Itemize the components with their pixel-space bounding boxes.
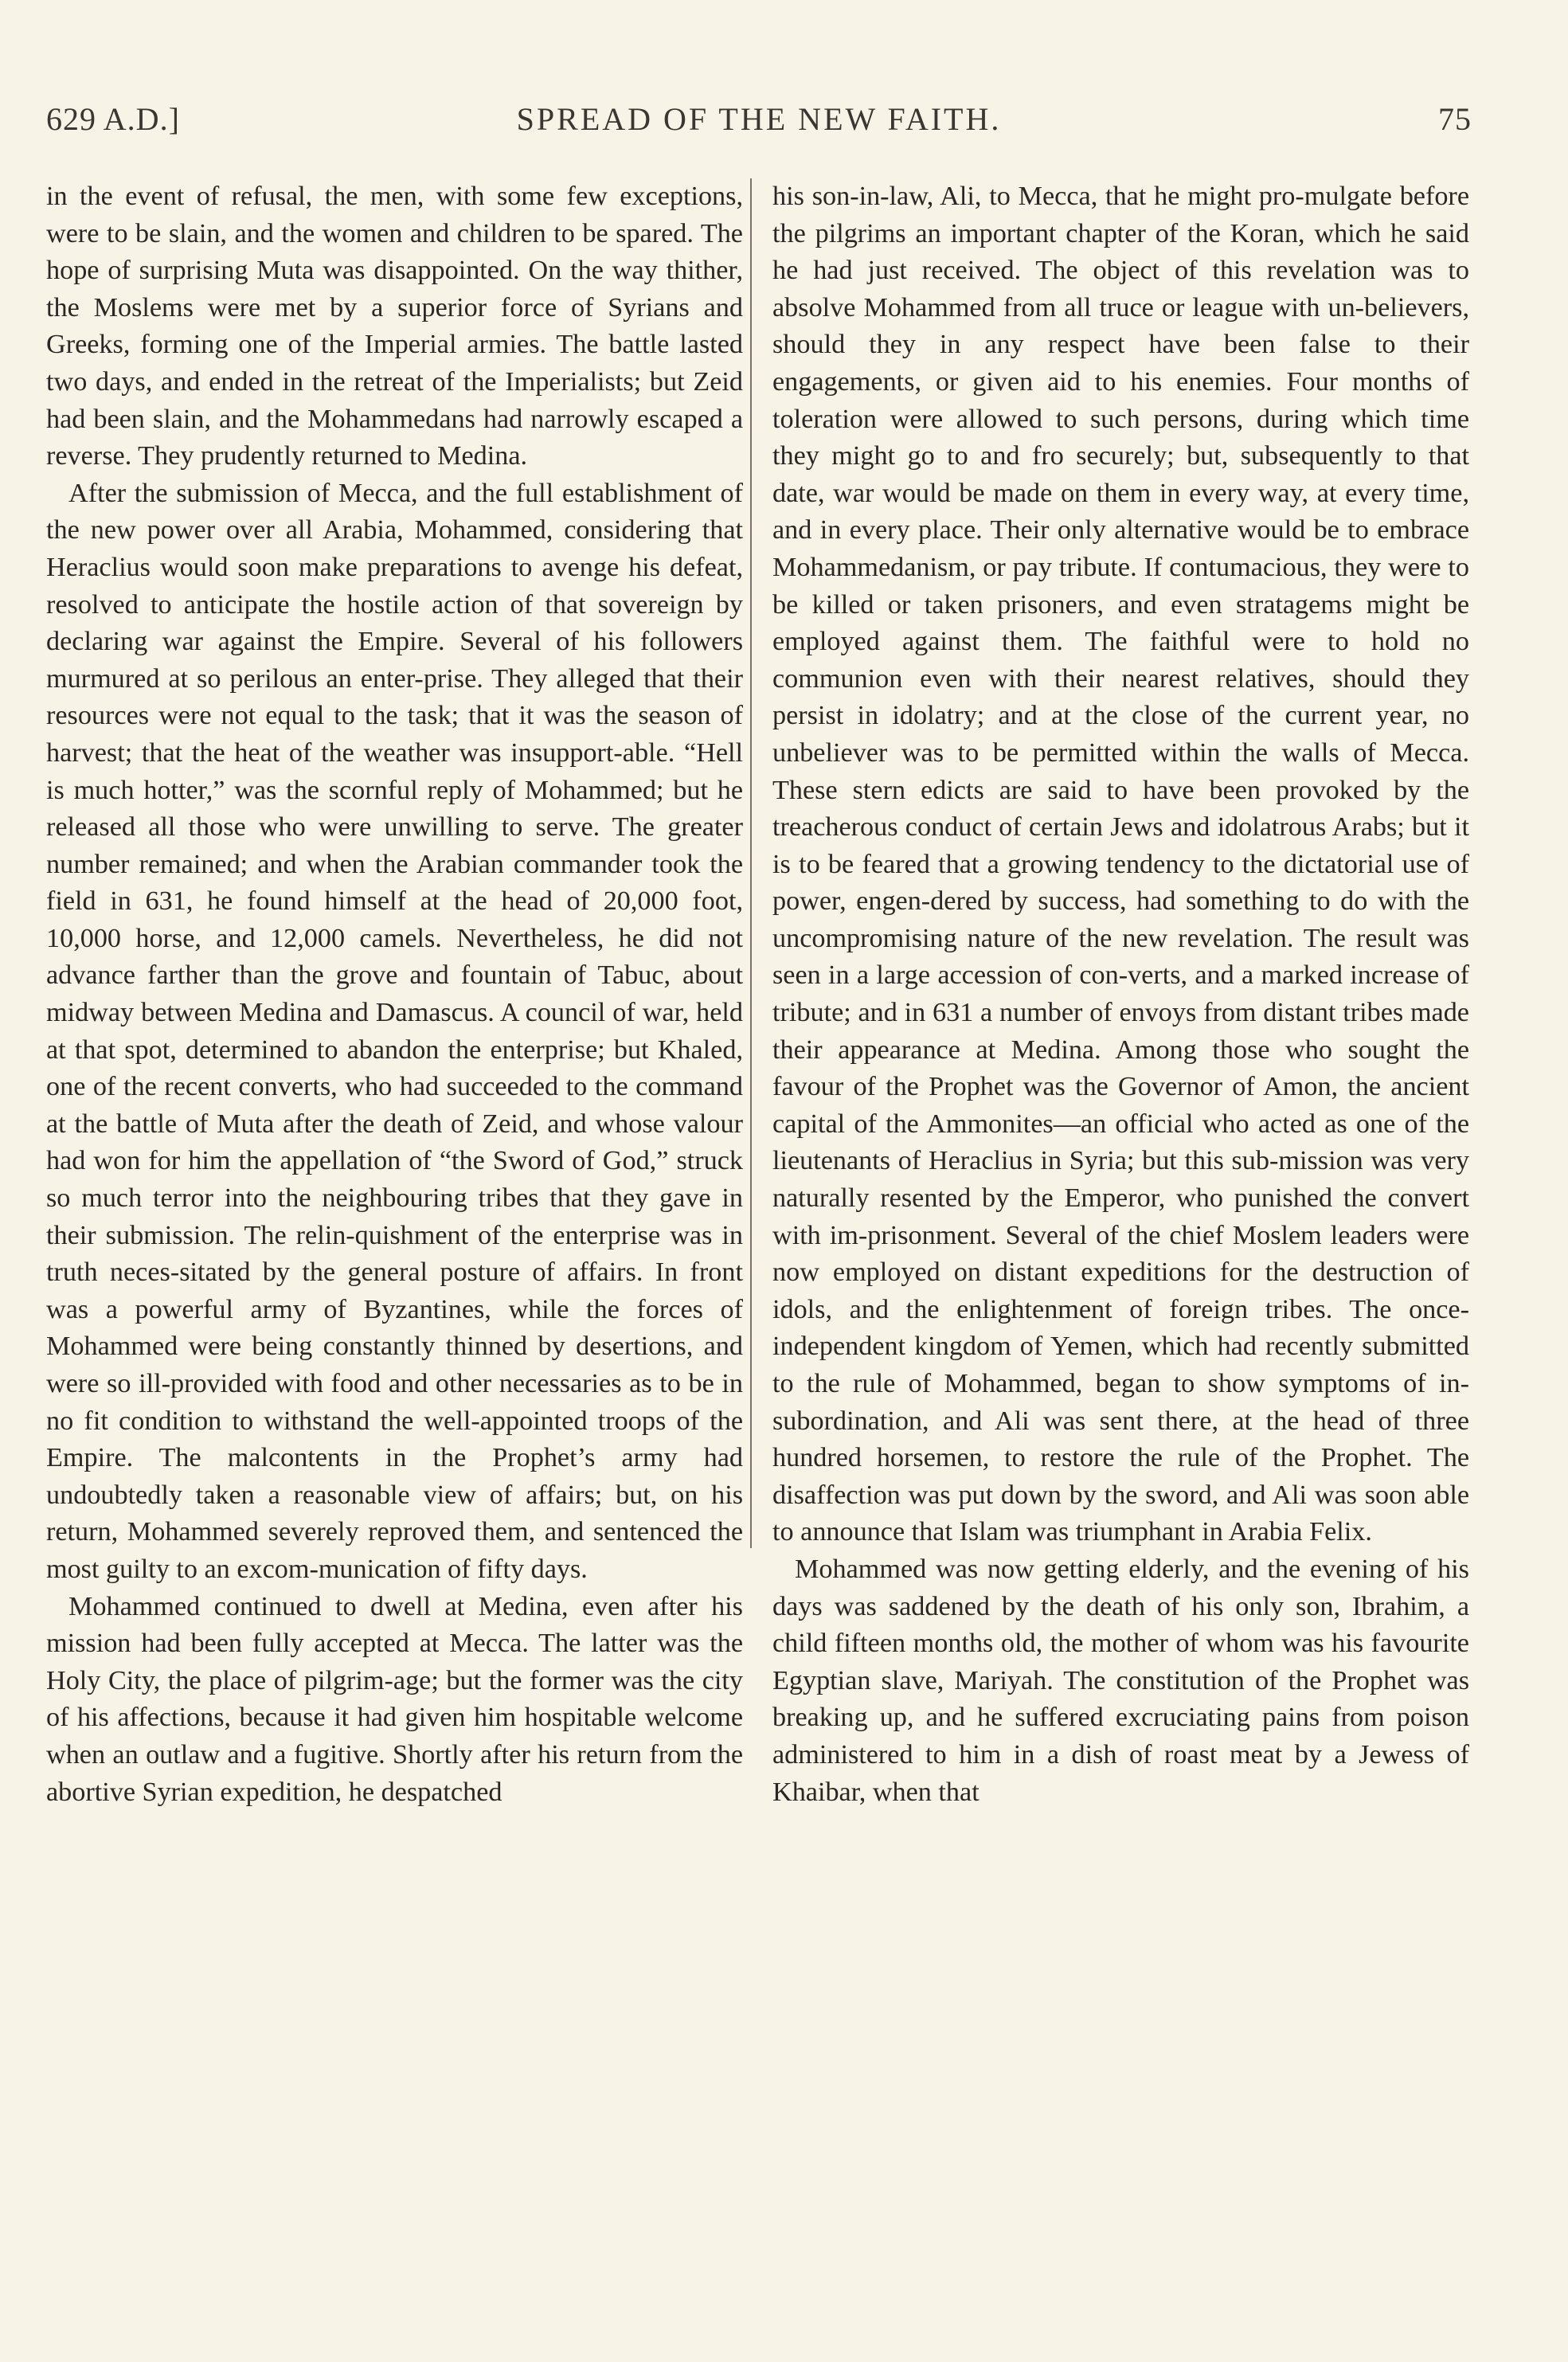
header-title: SPREAD OF THE NEW FAITH. [516,101,1002,137]
right-column [772,178,1469,2329]
paragraph: Mohammed continued to dwell at Medina, even after his mission had been fully accepted at Mecca. The latter was the Holy City, the place of pilgrim-age; but the former was the city of his affections, because it had given him hospitable welcome when an outlaw and a fugitive. Shortly after his return from the abortive Syrian expedition, he despatched [46,1591,743,1807]
running-header [46,100,1472,156]
header-date: 629 A.D.] [46,101,180,137]
paragraph: his son-in-law, Ali, to Mecca, that he might pro-mulgate before the pilgrims an important chapter of the Koran, which he said he had just received. The object of this revelation was to absolve Mohammed from all truce or league with un-believers, should they in any respect have been false to their engagements, or given aid to his enemies. Four months of toleration were allowed to such persons, during which time they might go to and fro securely; but, subsequently to that date, war would be made on them in every way, at every time, and in every place. Their only alternative would be to embrace Mohammedanism, or pay tribute. If contumacious, they were to be killed or taken prisoners, and even stratagems might be employed against them. The faithful were to hold no communion even with their nearest relatives, should they persist in idolatry; and at the close of the current year, no unbeliever was to be permitted within the walls of Mecca. These stern edicts are said to have been provoked by the treacherous conduct of certain Jews and idolatrous Arabs; but it is to be feared that a growing tendency to the dictatorial use of power, engen-dered by success, had something to do with the uncompromising nature of the new revelation. The result was seen in a large accession of con-verts, and a marked increase of tribute; and in 631 a number of envoys from distant tribes made their appearance at Medina. Among those who sought the favour of the Prophet was the Governor of Amon, the ancient capital of the Ammonites—an official who acted as one of the lieutenants of Heraclius in Syria; but this sub-mission was very naturally resented by the Emperor, who punished the convert with im-prisonment. Several of the chief Moslem leaders were now employed on distant expeditions for the destruction of idols, and the enlightenment of foreign tribes. The once-independent kingdom of Yemen, which had recently submitted to the rule of Mohammed, began to show symptoms of in-subordination, and Ali was sent there, at the head of three hundred horsemen, to restore the rule of the Prophet. The disaffection was put down by the sword, and Ali was soon able to announce that Islam was triumphant in Arabia Felix. [772,182,1469,1547]
page-number: 75 [1438,101,1472,137]
paragraph: in the event of refusal, the men, with some few exceptions, were to be slain, and the women and children to be spared. The hope of surprising Muta was disappointed. On the way thither, the Moslems were met by a superior force of Syrians and Greeks, forming one of the Imperial armies. The battle lasted two days, and ended in the retreat of the Imperialists; but Zeid had been slain, and the Mohammedans had narrowly escaped a reverse. They prudently returned to Medina. [46,182,743,471]
column-divider [750,178,752,1548]
left-column [46,178,743,2329]
paragraph: After the submission of Mecca, and the full establishment of the new power over all Arabia, Mohammed, considering that Heraclius would soon make preparations to avenge his defeat, resolved to anticipate the hostile action of that sovereign by declaring war against the Empire. Several of his followers murmured at so perilous an enter-prise. They alleged that their resources were not equal to the task; that it was the season of harvest; that the heat of the weather was insupport-able. “Hell is much hotter,” was the scornful reply of Mohammed; but he released all those who were unwilling to serve. The greater number remained; and when the Arabian commander took the field in 631, he found himself at the head of 20,000 foot, 10,000 horse, and 12,000 camels. Nevertheless, he did not advance farther than the grove and fountain of Tabuc, about midway between Medina and Damascus. A council of war, held at that spot, determined to abandon the enterprise; but Khaled, one of the recent converts, who had succeeded to the command at the battle of Muta after the death of Zeid, and whose valour had won for him the appellation of “the Sword of God,” struck so much terror into the neighbouring tribes that they gave in their submission. The relin-quishment of the enterprise was in truth neces-sitated by the general posture of affairs. In front was a powerful army of Byzantines, while the forces of Mohammed were being constantly thinned by desertions, and were so ill-provided with food and other necessaries as to be in no fit condition to withstand the well-appointed troops of the Empire. The malcontents in the Prophet’s army had undoubtedly taken a reasonable view of affairs; but, on his return, Mohammed severely reproved them, and sentenced the most guilty to an excom-munication of fifty days. [46,478,743,1584]
paragraph: Mohammed was now getting elderly, and the evening of his days was saddened by the death of his only son, Ibrahim, a child fifteen months old, the mother of whom was his favourite Egyptian slave, Mariyah. The constitution of the Prophet was breaking up, and he suffered excruciating pains from poison administered to him in a dish of roast meat by a Jewess of Khaibar, when that [772,1554,1469,1807]
